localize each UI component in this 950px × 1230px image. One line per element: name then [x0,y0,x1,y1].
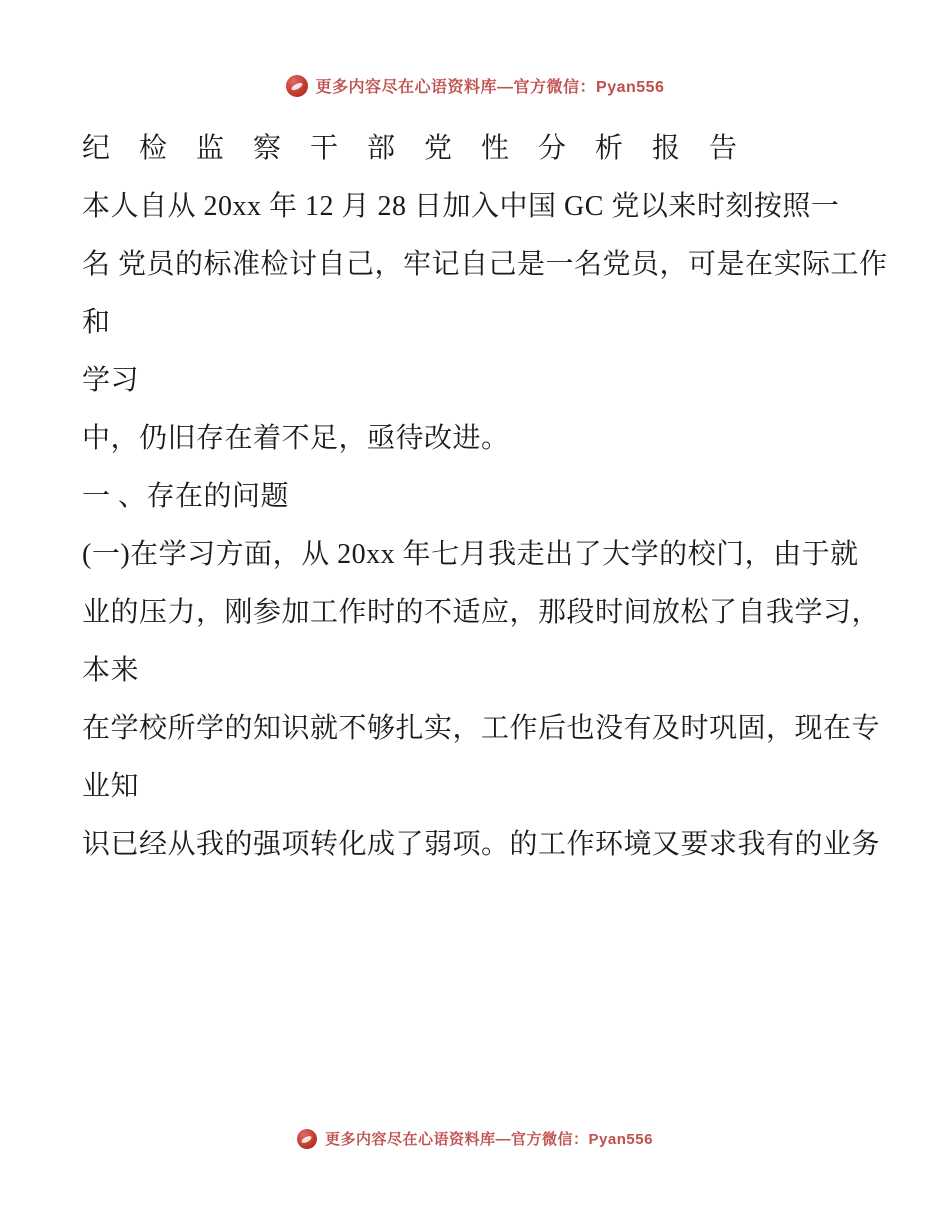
paragraph-7: 在学校所学的知识就不够扎实，工作后也没有及时巩固，现在专业知 [82,713,881,802]
paragraph-2: 名 党员的标准检讨自己，牢记自己是一名党员，可是在实际工作和 [82,249,888,338]
section-heading-1: 一 、存在的问题 [82,481,290,512]
xinyu-logo-icon [286,75,308,97]
paragraph-4: 中，仍旧存在着不足，亟待改进。 [82,423,510,454]
document-body [60,120,890,874]
watermark-top [0,74,950,97]
paragraph-3: 学习 [82,365,140,396]
paragraph-8: 识已经从我的强项转化成了弱项。的工作环境又要求我有的业务 [82,829,881,860]
page-title: 纪 检 监 察 干 部 党 性 分 析 报 告 [82,133,749,164]
watermark-bottom-text: 更多内容尽在心语资料库—官方微信：Pyan556 [325,1131,653,1148]
watermark-top-text: 更多内容尽在心语资料库—官方微信：Pyan556 [315,79,665,96]
xinyu-logo-icon [297,1129,317,1149]
paragraph-6: 业的压力，刚参加工作时的不适应，那段时间放松了自我学习，本来 [82,597,881,686]
watermark-bottom [0,1128,950,1149]
paragraph-1: 本人自从 20xx 年 12 月 28 日加入中国 GC 党以来时刻按照一 [82,191,840,222]
paragraph-5: (一)在学习方面，从 20xx 年七月我走出了大学的校门，由于就 [82,539,859,570]
